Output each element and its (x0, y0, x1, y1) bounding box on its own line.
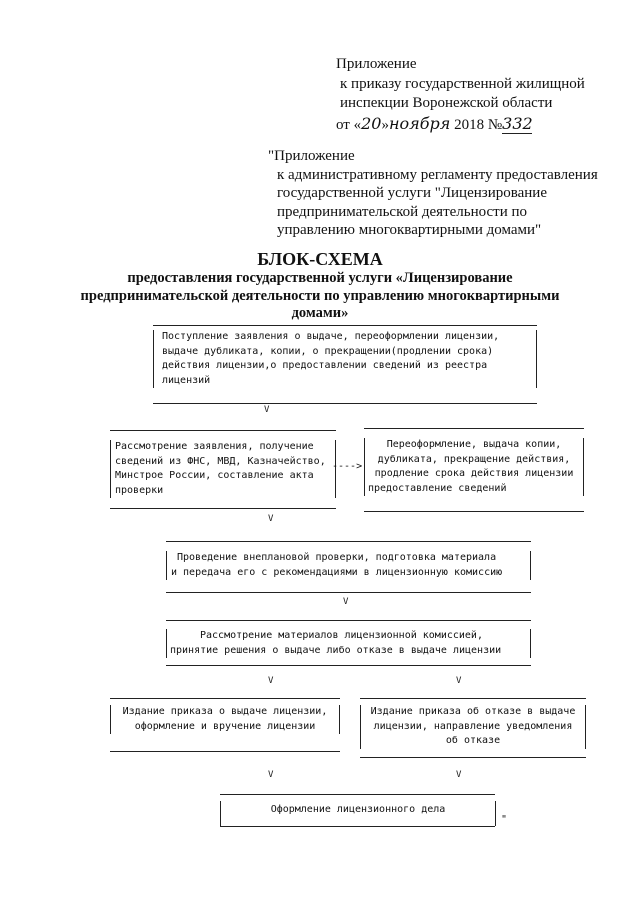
box3-line: дубликата, прекращение действия, (377, 453, 571, 465)
box8-bottom-border (220, 826, 495, 827)
order-number: 332 (502, 113, 533, 133)
box5-line: Рассмотрение материалов лицензионной комиссией, (200, 630, 483, 641)
box5-top-border (166, 620, 531, 621)
box3-line: предоставление сведений (368, 482, 507, 494)
arrow-5b: V (456, 770, 462, 780)
flow-box-reissue (364, 438, 584, 496)
box1-line: лицензий (162, 374, 211, 386)
box1-line: выдаче дубликата, копии, о прекращении(продлении срока) (162, 345, 494, 357)
box7-line: об отказе (445, 735, 501, 746)
arrow-2: V (268, 514, 274, 524)
box3-top-border (364, 428, 584, 429)
regulation-header (268, 147, 618, 240)
date-mid: » (381, 116, 389, 133)
date-prefix: от « (336, 116, 362, 133)
arrow-5a: V (268, 770, 274, 780)
page-subtitle (0, 270, 640, 323)
box6-bottom-border (110, 751, 340, 752)
flow-box-commission (166, 629, 531, 658)
flow-box-case-file (220, 801, 496, 826)
box7-bottom-border (360, 757, 586, 758)
box1-bottom-border (153, 403, 537, 404)
box4-bottom-border (166, 592, 531, 593)
appendix-date-line (336, 114, 616, 136)
box2-top-border (110, 430, 336, 431)
box3-line: Переоформление, выдача копии, (386, 439, 562, 450)
box6-top-border (110, 698, 340, 699)
flow-box-issue-license (110, 705, 340, 734)
box2-bottom-border (110, 508, 336, 509)
regulation-line-2: к административному регламенту предоставления (277, 166, 598, 183)
date-day: 20 (361, 113, 382, 133)
box5-line: принятие решения о выдаче либо отказе в выдаче лицензии (170, 644, 502, 656)
box4-line: и передача его с рекомендациями в лицензионную комиссию (171, 566, 503, 578)
flow-box-receipt (153, 330, 537, 388)
box8-top-border (220, 794, 495, 795)
regulation-line-3: государственной услуги "Лицензирование (277, 185, 547, 201)
flow-box-inspection (166, 551, 531, 580)
box2-line: Минстрое России, составление акта (115, 470, 314, 481)
box1-line: действия лицензии,о предоставлении сведений из реестра (162, 360, 488, 371)
box1-line: Поступление заявления о выдаче, переоформлении лицензии, (162, 331, 500, 342)
date-month: ноября (388, 113, 451, 133)
box8-line: Оформление лицензионного дела (270, 804, 446, 815)
box2-line: проверки (115, 484, 164, 496)
arrow-1: V (264, 405, 270, 415)
arrow-right: ----> (332, 461, 363, 472)
appendix-line-3: инспекции Воронежской области (340, 95, 553, 111)
box7-line: Издание приказа об отказе в выдаче (370, 706, 576, 717)
regulation-line-5: управлению многоквартирными домами" (277, 222, 542, 238)
date-year: 2018 № (454, 116, 503, 133)
box7-top-border (360, 698, 586, 699)
flow-box-refusal (360, 705, 586, 749)
arrow-4b: V (456, 676, 462, 686)
box2-line: Рассмотрение заявления, получение (115, 441, 314, 452)
arrow-4a: V (268, 676, 274, 686)
box6-line: оформление и вручение лицензии (134, 720, 316, 732)
box6-line: Издание приказа о выдаче лицензии, (122, 706, 328, 717)
box2-line: сведений из ФНС, МВД, Казначейство, (115, 455, 326, 467)
appendix-line-2: к приказу государственной жилищной (340, 75, 585, 92)
box4-line: Проведение внеплановой проверки, подготовка материала (177, 552, 497, 563)
appendix-line-1: Приложение (336, 56, 417, 72)
flow-box-review (110, 440, 336, 498)
subtitle-line-3: домами» (291, 305, 349, 321)
arrow-3: V (343, 597, 349, 607)
page-title: БЛОК-СХЕМА (257, 249, 383, 269)
box7-line: лицензии, направление уведомления (373, 720, 573, 732)
subtitle-line-1: предоставления государственной услуги «Лицензирование (127, 270, 513, 286)
box1-top-border (153, 325, 537, 326)
regulation-line-1: "Приложение (268, 148, 355, 164)
box4-top-border (166, 541, 531, 542)
box5-bottom-border (166, 665, 531, 666)
subtitle-line-2: предпринимательской деятельности по управлению многоквартирными (80, 287, 560, 304)
box3-bottom-border (364, 511, 584, 512)
appendix-header (336, 55, 616, 135)
box3-line: продление срока действия лицензии (374, 468, 574, 479)
closing-quote: " (501, 814, 508, 825)
regulation-line-4: предпринимательской деятельности по (277, 203, 528, 220)
